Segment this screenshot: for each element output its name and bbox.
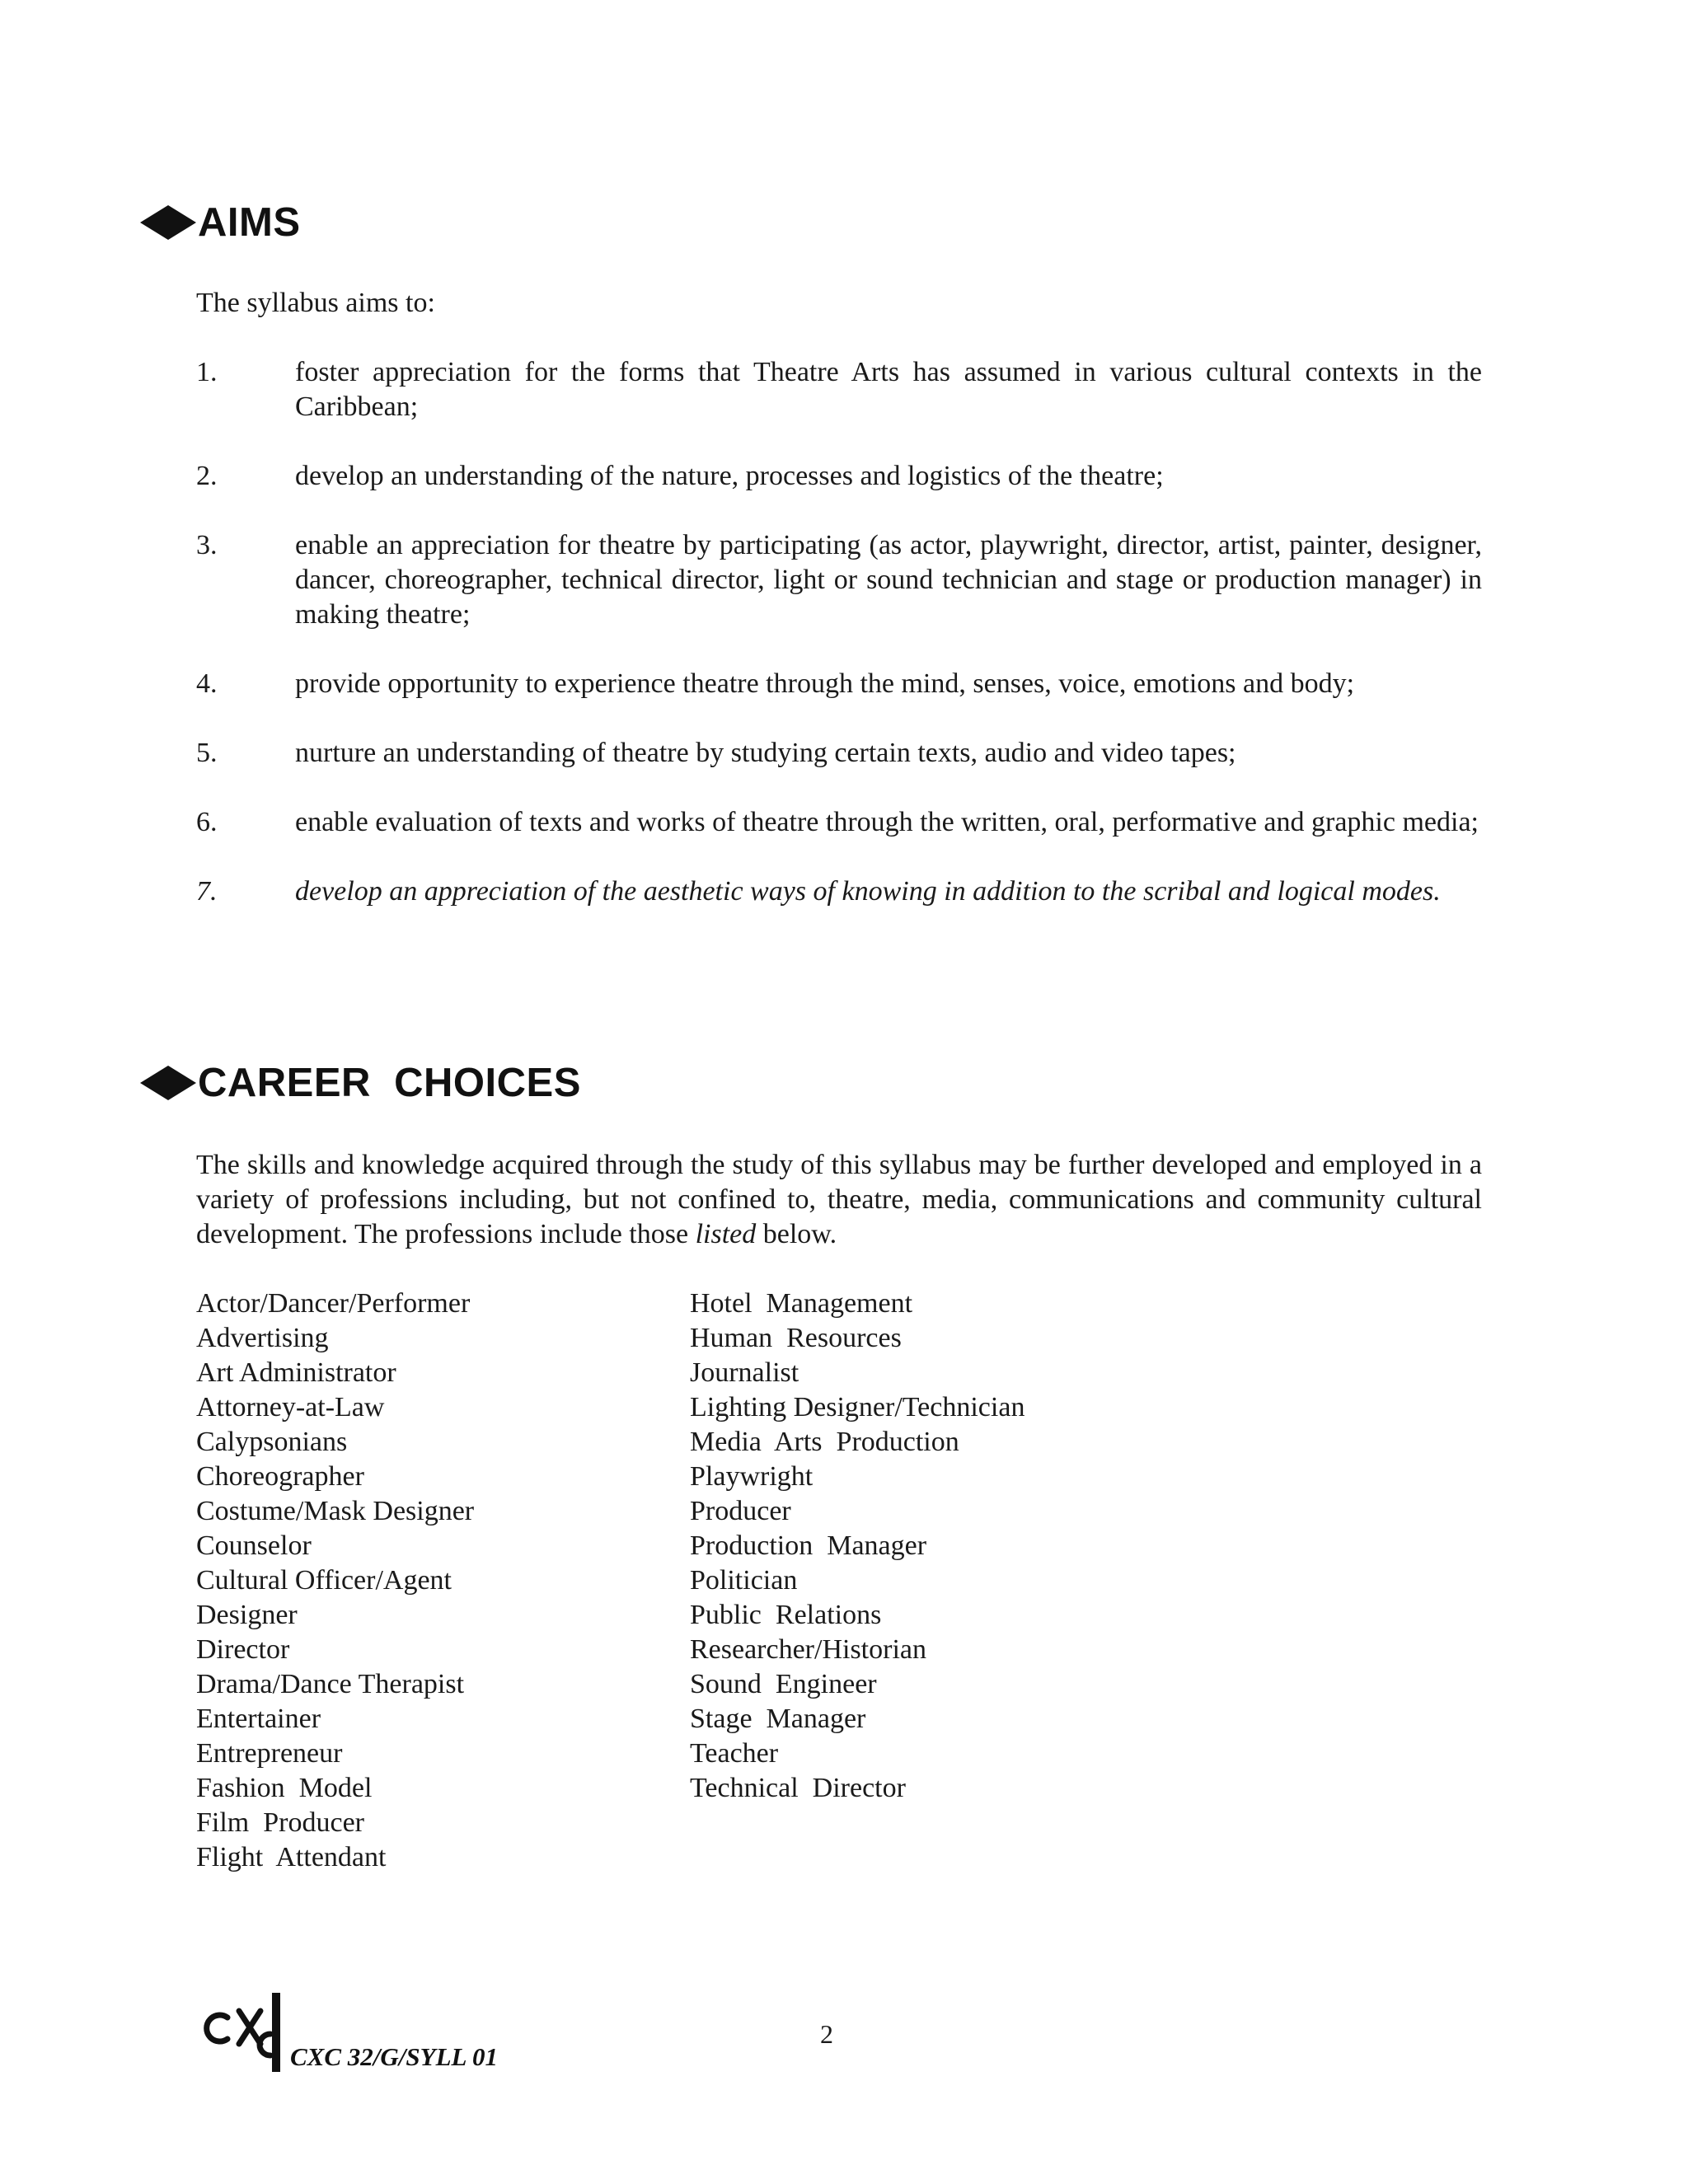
aim-item bbox=[196, 874, 1482, 909]
career-item: Counselor bbox=[196, 1530, 312, 1561]
career-item: Producer bbox=[690, 1496, 791, 1526]
aim-number: 6. bbox=[196, 807, 218, 837]
aim-text: develop an appreciation of the aesthetic ways of knowing in addition to the scribal and logical modes. bbox=[295, 876, 1441, 907]
career-list-right-column bbox=[690, 1286, 1025, 1806]
career-item: Hotel Management bbox=[690, 1288, 913, 1319]
page-number: 2 bbox=[820, 2019, 833, 2049]
career-item: Attorney-at-Law bbox=[196, 1392, 385, 1422]
aim-item bbox=[196, 736, 1482, 771]
aims-list bbox=[196, 355, 1482, 944]
career-item: Journalist bbox=[690, 1357, 799, 1388]
career-item: Art Administrator bbox=[196, 1357, 396, 1388]
career-item: Designer bbox=[196, 1600, 298, 1630]
career-item: Politician bbox=[690, 1565, 798, 1596]
career-item: Advertising bbox=[196, 1323, 329, 1353]
aim-number: 3. bbox=[196, 530, 218, 560]
syllabus-code: CXC 32/G/SYLL 01 bbox=[290, 2042, 499, 2071]
career-item: Entertainer bbox=[196, 1704, 321, 1734]
aim-item bbox=[196, 805, 1482, 840]
career-item: Flight Attendant bbox=[196, 1842, 387, 1872]
career-item: Playwright bbox=[690, 1461, 814, 1492]
footer-divider-bar bbox=[272, 1993, 280, 2072]
career-item: Actor/Dancer/Performer bbox=[196, 1288, 471, 1319]
aims-heading-text: AIMS bbox=[198, 200, 301, 245]
aim-number: 7. bbox=[196, 876, 218, 907]
career-item: Researcher/Historian bbox=[690, 1634, 926, 1665]
diamond-bullet-icon bbox=[140, 1066, 196, 1100]
career-item: Teacher bbox=[690, 1738, 779, 1769]
aim-item bbox=[196, 355, 1482, 424]
aim-number: 1. bbox=[196, 357, 218, 387]
career-item: Costume/Mask Designer bbox=[196, 1496, 475, 1526]
career-choices-intro bbox=[196, 1148, 1482, 1252]
career-item: Fashion Model bbox=[196, 1773, 373, 1803]
career-item: Sound Engineer bbox=[690, 1669, 877, 1699]
career-list-left-column bbox=[196, 1286, 474, 1875]
career-item: Entrepreneur bbox=[196, 1738, 343, 1769]
aim-text: develop an understanding of the nature, processes and logistics of the theatre; bbox=[295, 461, 1164, 491]
aim-text: foster appreciation for the forms that Theatre Arts has assumed in various cultural contexts in the Caribbean; bbox=[295, 357, 1482, 422]
diamond-bullet-icon bbox=[140, 205, 196, 240]
aims-heading bbox=[140, 199, 301, 246]
career-item: Film Producer bbox=[196, 1807, 364, 1838]
career-item: Director bbox=[196, 1634, 290, 1665]
career-item: Calypsonians bbox=[196, 1427, 348, 1457]
career-item: Lighting Designer/Technician bbox=[690, 1392, 1025, 1422]
aim-number: 5. bbox=[196, 738, 218, 768]
cxc-logo-icon bbox=[203, 1993, 277, 2067]
career-item: Production Manager bbox=[690, 1530, 927, 1561]
career-item: Choreographer bbox=[196, 1461, 364, 1492]
aim-item bbox=[196, 459, 1482, 494]
career-item: Drama/Dance Therapist bbox=[196, 1669, 465, 1699]
career-item: Stage Manager bbox=[690, 1704, 866, 1734]
career-choices-heading bbox=[140, 1060, 581, 1106]
career-item: Human Resources bbox=[690, 1323, 902, 1353]
aim-number: 2. bbox=[196, 461, 218, 491]
career-intro-text: The skills and knowledge acquired through the study of this syllabus may be further developed and employed in a variety of professions including, but not confined to, theatre, media, communications and community cultural development. The professions include those bbox=[196, 1150, 1482, 1249]
career-item: Media Arts Production bbox=[690, 1427, 959, 1457]
aim-number: 4. bbox=[196, 668, 218, 699]
aim-item bbox=[196, 667, 1482, 701]
aim-text: enable an appreciation for theatre by participating (as actor, playwright, director, artist, painter, designer, dancer, choreographer, technical director, light or sound technician and stage or production manager) in making theatre; bbox=[295, 530, 1482, 630]
career-choices-heading-text: CAREER CHOICES bbox=[198, 1061, 581, 1105]
aims-intro: The syllabus aims to: bbox=[196, 288, 435, 318]
career-intro-italic: listed bbox=[695, 1219, 757, 1249]
aim-text: provide opportunity to experience theatre through the mind, senses, voice, emotions and body; bbox=[295, 668, 1355, 699]
career-item: Cultural Officer/Agent bbox=[196, 1565, 452, 1596]
career-item: Public Relations bbox=[690, 1600, 882, 1630]
career-intro-text-end: below. bbox=[756, 1219, 837, 1249]
aim-item bbox=[196, 528, 1482, 632]
career-item: Technical Director bbox=[690, 1773, 906, 1803]
aim-text: enable evaluation of texts and works of theatre through the written, oral, performative and graphic media; bbox=[295, 807, 1479, 837]
aim-text: nurture an understanding of theatre by studying certain texts, audio and video tapes; bbox=[295, 738, 1236, 768]
